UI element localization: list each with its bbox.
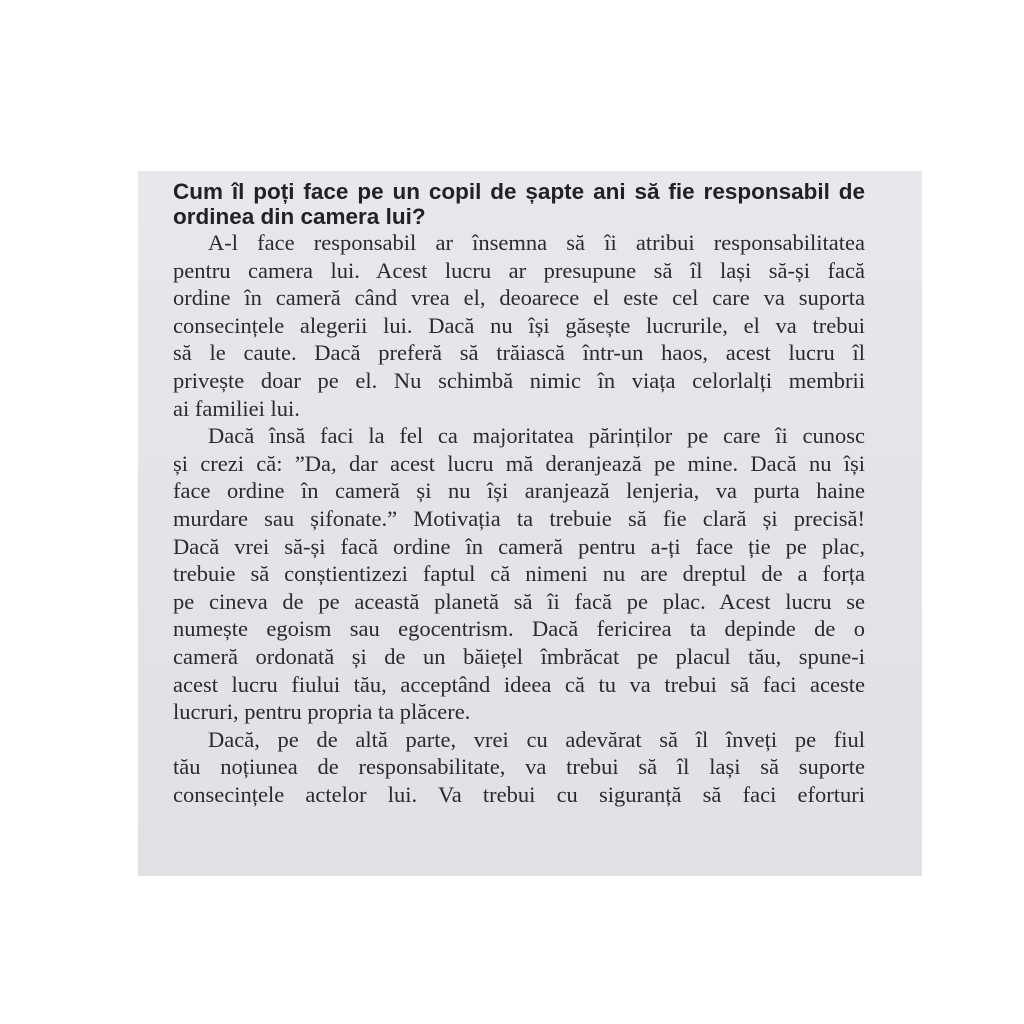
text-line: lucruri, pentru propria ta plăcere. [173,699,471,725]
text-line: să le caute. Dacă preferă să trăiască într-un haos, acest lucru îl [173,340,865,366]
heading-line: Cum îl poți face pe un copil de șapte ani să fie responsabil de [173,179,865,204]
text-line: tău noțiunea de responsabilitate, va trebui să îl lași să suporte [173,754,865,780]
text-line: privește doar pe el. Nu schimbă nimic în viața celorlalți membrii [173,367,865,393]
text-line: Dacă vrei să-și facă ordine în cameră pentru a-ți face ție pe plac, [173,533,865,559]
text-line: cameră ordonată și de un băiețel îmbrăcat pe placul tău, spune-i [173,643,865,669]
text-line: Dacă însă faci la fel ca majoritatea părinților pe care îi cunosc [208,423,865,449]
paragraph-2 [173,422,865,726]
text-line: pentru camera lui. Acest lucru ar presupune să îl lași să-și facă [173,257,865,283]
text-line: trebuie să conștientizezi faptul că nimeni nu are dreptul de a forța [173,561,865,587]
paragraph-1 [173,229,865,422]
question-heading [173,179,865,229]
text-line: murdare sau șifonate.” Motivația ta trebuie să fie clară și precisă! [173,505,865,531]
heading-line: ordinea din camera lui? [173,204,426,229]
text-block [173,179,865,808]
text-line: face ordine în cameră și nu își aranjează lenjeria, va purta haine [173,478,865,504]
text-line: A-l face responsabil ar însemna să îi atribui responsabilitatea [208,230,865,255]
paragraph-3 [173,726,865,809]
text-line: Dacă, pe de altă parte, vrei cu adevărat să îl înveți pe fiul [208,726,865,752]
scanned-page [138,171,922,876]
text-line: numește egoism sau egocentrism. Dacă fericirea ta depinde de o [173,616,865,642]
text-line: acest lucru fiului tău, acceptând ideea că tu va trebui să faci aceste [173,671,865,697]
text-line: ai familiei lui. [173,395,300,421]
text-line: și crezi că: ”Da, dar acest lucru mă deranjează pe mine. Dacă nu își [173,450,865,476]
text-line: consecințele actelor lui. Va trebui cu siguranță să faci eforturi [173,781,865,807]
text-line: consecințele alegerii lui. Dacă nu își găsește lucrurile, el va trebui [173,312,865,338]
text-line: ordine în cameră când vrea el, deoarece el este cel care va suporta [173,285,865,311]
text-line: pe cineva de pe această planetă să îi facă pe plac. Acest lucru se [173,588,865,614]
